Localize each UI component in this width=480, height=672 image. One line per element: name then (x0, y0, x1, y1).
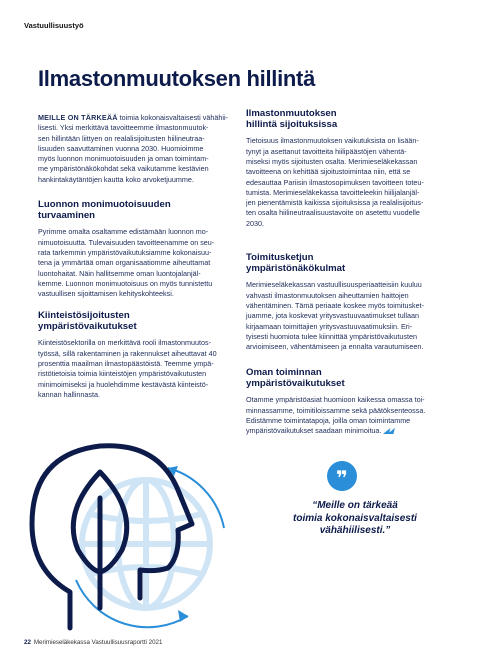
page-title: Ilmastonmuutoksen hillintä (38, 66, 316, 91)
section-supply-chain (246, 252, 456, 352)
left-column (38, 113, 238, 185)
head-with-leaf-and-globe-icon (18, 432, 248, 632)
section-body: Kiinteistösektorilla on merkittävä rooli ilmastonmuutos- työssä, sillä rakentaminen ja rakennukset aiheuttavat 40 prosenttia maailman ilmastopäästöistä. Teemme ympä- ristötietoisia toimia kiinteistöjen ympäristövaikutusten minimoimiseksi ja huolehdimme kestävästä kiinteistö- kannan hallinnasta. (38, 338, 217, 399)
section-heading: Oman toiminnan ympäristövaikutukset (246, 367, 345, 390)
section-body: Pyrimme omalta osaltamme edistämään luonnon mo- nimuotoisuutta. Tulevaisuuden tavoitteenamme on seu- rata tarkemmin ympäristövaikutuksiamme kokonaisuu- tena ja ymmärtää oman organisaatiomme aiheuttamat luontohaitat. Näin hallitsemme oman luontojalanjäl- kemme. Luonnon monimuotoisuus on myös tunnistettu vastuullisen sijoittamisen kehityskohteeksi. (38, 227, 215, 299)
publication-name: Merimieseläkekassa Vastuullisuusraportti 2021 (33, 639, 163, 646)
intro-lead: MEILLE ON TÄRKEÄÄ (38, 113, 118, 122)
section-heading: Ilmastonmuutoksen hillintä sijoituksissa (246, 108, 338, 131)
section-heading: Kiinteistösijoitusten ympäristövaikutukset (38, 310, 137, 333)
pull-quote: “Meille on tärkeää toimia kokonaisvaltaisesti vähähiilisesti.” (293, 500, 417, 537)
page-footer (24, 639, 162, 646)
intro-paragraph: MEILLE ON TÄRKEÄÄ toimia kokonaisvaltaisesti vähähii- lisesti. Yksi merkittävä tavoitteemme ilmastonmuutok- sen hillintään liittyen on realalisijoitusten hiilineutraa- lisuuden saavuttaminen vuonna 2030. Huomioimme myös luonnon monimuotoisuuden ja oman toimintam- me ympäristönäkökohdat sekä vaikutamme kestävien hankintakäytäntöjen kautta koko arvoketjuumme. (38, 113, 228, 184)
page-number: 22 (24, 639, 31, 646)
end-mark-icon: ◢◢ (383, 426, 393, 436)
section-body: Merimieseläkekassan vastuullisuusperiaatteisiin kuuluu vahvasti ilmastonmuutoksen aiheuttamien haittojen vähentäminen. Tämä periaate koskee myös toimitusket- juamme, jota koskevat yritysvastuuvaatimukset tullaan kirjaamaan toimittajien yritysvastuuvaatimuksiin. Eri- tyisesti huomiota tulee kiinnittää ympäristövaikutusten arvioimiseen, vähentämiseen ja ennalta varautumiseen. (246, 280, 425, 352)
quote-icon: ❞ (327, 461, 357, 491)
section-biodiversity (38, 199, 238, 299)
section-own-operations (246, 367, 456, 437)
section-heading: Luonnon monimuotoisuuden turvaaminen (38, 199, 171, 222)
section-heading: Toimitusketjun ympäristönäkökulmat (246, 252, 346, 275)
section-label: Vastuullisuustyö (24, 21, 84, 30)
section-body: Otamme ympäristöasiat huomioon kaikessa omassa toi- minnassamme, toimitiloissamme sekä päätöksenteossa. Edistämme toimintatapoja, joilla oman toimintamme ympäristövaikutukset saadaan minimoitua. ◢◢ (246, 395, 426, 436)
section-real-estate (38, 310, 238, 400)
section-body: Tietoisuus ilmastonmuutoksen vaikutuksista on lisään- tynyt ja asettanut tavoitteita hiilipäästöjen vähentä- miseksi myös sijoitusten osalta. Merimieseläkekassan tavoitteena on kehittää sijoitustoimintaa niin, että se edesauttaa Pariisin ilmastosopimuksen tavoitteen toteu- tumista. Merimieseläkekassa tavoitteleekin hiilijalanjäl- jen pienentämistä kaikissa sijoituksissa ja realalisijoitus- ten osalta hiilineutraalisuustavoite on asetettu vuodelle 2030. (246, 136, 424, 228)
section-investments (246, 108, 456, 229)
